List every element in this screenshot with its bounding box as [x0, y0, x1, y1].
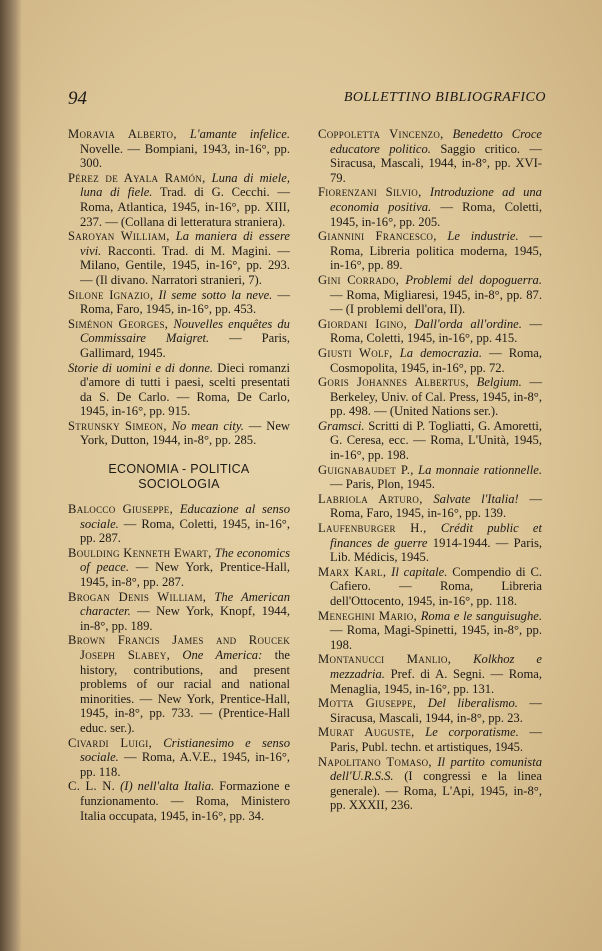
entry-details: — Roma, Coletti, 1945, in-16°, pp. 205.	[330, 199, 543, 229]
entry-title: Educazione al senso sociale.	[80, 502, 290, 531]
bibliography-entry	[318, 565, 542, 609]
entry-title: Luna di miele, luna di fiele.	[80, 170, 290, 200]
entry-title: Del liberalismo.	[427, 696, 518, 711]
bibliography-entry	[318, 375, 542, 419]
entry-author: Brogan Denis William,	[68, 589, 207, 604]
bibliography-entry	[68, 127, 290, 171]
entry-author: Goris Johannes Albertus,	[318, 375, 469, 390]
entry-author: Moravia Alberto,	[68, 127, 177, 141]
entry-details: — Roma, Magi-Spinetti, 1945, in-8°, pp. 198.	[330, 623, 542, 652]
entry-title: Dall'orda all'ordine.	[414, 316, 522, 331]
entry-details: (I congressi e la linea generale). — Roma, L'Api, 1945, in-8°, pp. XXXII, 236.	[330, 769, 542, 813]
entry-details: Dieci romanzi d'amore di tutti i paesi, scelti presentati da S. De Carlo. — Roma, De Carlo, 1945, in-16°, pp. 915.	[80, 360, 290, 419]
entry-author: Giordani Igino,	[318, 316, 407, 331]
entry-details: — Roma, Coletti, 1945, in-16°, pp. 287.	[80, 516, 290, 546]
entry-author: Balocco Giuseppe,	[68, 502, 174, 517]
bibliography-entry	[318, 521, 542, 565]
entry-author: Labriola Arturo,	[318, 491, 423, 506]
entry-author: Saroyan William,	[68, 229, 170, 244]
entry-details: — Roma, Libreria politica moderna, 1945, in-16°, pp. 89.	[330, 229, 542, 273]
left-entries-top	[68, 127, 290, 448]
entry-author: Marx Karl,	[318, 564, 387, 579]
left-column	[68, 127, 290, 823]
entry-author: Napolitano Tomaso,	[318, 754, 432, 769]
entry-title: Cristianesimo e senso sociale.	[80, 735, 290, 765]
entry-author: Pérez de Ayala Ramón,	[68, 170, 206, 185]
running-title: BOLLETTINO BIBLIOGRAFICO	[343, 90, 546, 105]
bibliography-entry	[68, 171, 290, 229]
entry-author: Coppoletta Vincenzo,	[318, 127, 444, 141]
bibliography-entry	[68, 779, 290, 823]
entry-title: Introduzione ad una economia positiva.	[330, 185, 542, 214]
entry-title: Le corporatisme.	[425, 725, 519, 740]
bibliography-entry	[318, 755, 542, 813]
entry-author: Boulding Kenneth Ewart,	[68, 545, 212, 560]
entry-details: Saggio critico. — Siracusa, Mascali, 1944, in-8°, pp. XVI-79.	[330, 141, 542, 185]
entry-title: Kolkhoz e mezzadria.	[330, 652, 542, 681]
entry-details: — Paris, Publ. techn. et artistiques, 1945.	[330, 725, 542, 754]
right-column	[318, 127, 542, 813]
bibliography-entry	[318, 273, 542, 317]
entry-title: No mean city.	[171, 418, 244, 433]
page-number: 94	[68, 88, 87, 109]
entry-title: Gramsci.	[318, 418, 365, 433]
entry-title: Il capitale.	[391, 564, 448, 579]
bibliography-entry	[318, 696, 542, 725]
section-heading-line1: ECONOMIA - POLITICA	[108, 462, 250, 477]
bibliography-entry	[68, 229, 290, 287]
entry-details: — Roma, Faro, 1945, in-16°, pp. 453.	[80, 287, 291, 317]
entry-details: Trad. di G. Cecchi. — Roma, Atlantica, 1945, in-16°, pp. XIII, 237. — (Collana di letteratura straniera).	[80, 185, 290, 229]
entry-author: Motta Giuseppe,	[318, 696, 417, 711]
bibliography-entry	[68, 736, 290, 780]
section-heading	[68, 462, 290, 492]
entry-title: La democrazia.	[399, 345, 482, 360]
entry-details: Compendio di C. Cafiero. — Roma, Libreria dell'Ottocento, 1945, in-16°, pp. 118.	[330, 564, 542, 608]
bibliography-entry	[318, 652, 542, 696]
entry-author: Montanucci Manlio,	[318, 652, 452, 667]
entry-author: Siménon Georges,	[68, 316, 169, 331]
bibliography-entry	[68, 288, 290, 317]
bibliography-entry	[318, 463, 542, 492]
bibliography-entry	[68, 419, 290, 448]
entry-title: Belgium.	[476, 375, 522, 390]
entry-details: Racconti. Trad. di M. Magini. — Milano, Gentile, 1945, in-16°, pp. 293. — (Il divano. Narratori stranieri, 7).	[80, 243, 290, 287]
bibliography-entry	[318, 419, 542, 463]
left-entries-bottom	[68, 502, 290, 823]
entry-author: Silone Ignazio,	[68, 287, 154, 302]
entry-details: — New York, Prentice-Hall, 1945, in-8°, pp. 287.	[80, 560, 290, 590]
entry-details: the history, contributions, and present problems of our racial and national minorities. — New York, Prentice-Hall, 1945, in-8°, pp. 733. — (Prentice-Hall educ. ser.).	[80, 648, 290, 735]
entry-title: Il seme sotto la neve.	[158, 287, 273, 302]
entry-title: The American character.	[80, 589, 291, 619]
entry-title: Problemi del dopoguerra.	[405, 272, 542, 287]
page-header	[68, 88, 546, 110]
entry-details: — Roma, Cosmopolita, 1945, in-16°, pp. 72.	[330, 345, 542, 375]
entry-author: Guignabaudet P.,	[318, 462, 414, 477]
entry-details: — Roma, Migliaresi, 1945, in-8°, pp. 87. — (I problemi dell'ora, II).	[330, 287, 542, 317]
bibliography-entry	[318, 317, 542, 346]
entry-author: Gini Corrado,	[318, 272, 400, 287]
entry-author: Meneghini Mario,	[318, 608, 418, 623]
entry-title: Salvate l'Italia!	[433, 491, 519, 506]
entry-title: Le industrie.	[447, 229, 519, 244]
bibliography-entry	[68, 546, 290, 590]
entry-author: Fiorenzani Silvio,	[318, 185, 422, 200]
entry-title: (I) nell'alta Italia.	[120, 779, 215, 794]
entry-title: The economics of peace.	[80, 545, 290, 575]
bibliography-entry	[318, 229, 542, 273]
entry-title: Roma e le sanguisughe.	[420, 608, 542, 623]
entry-details: Scritti di P. Togliatti, G. Amoretti, G. Ceresa, ecc. — Roma, L'Unità, 1945, in-16°, pp. 198.	[330, 418, 542, 463]
bibliography-entry	[318, 492, 542, 521]
entry-title: Crédit public et finances de guerre	[330, 521, 542, 550]
entry-details: — Roma, A.V.E., 1945, in-16°, pp. 118.	[80, 750, 290, 779]
entry-author: Civardi Luigi,	[68, 735, 153, 750]
entry-details: — Roma, Faro, 1945, in-16°, pp. 139.	[330, 491, 543, 521]
entry-details: — Siracusa, Mascali, 1944, in-8°, pp. 23.	[330, 696, 543, 725]
entry-title: Nouvelles enquêtes du Commissaire Maigret.	[80, 316, 290, 346]
entry-title: Benedetto Croce educatore politico.	[330, 127, 543, 156]
bibliography-entry	[318, 609, 542, 653]
bibliography-entry	[68, 633, 290, 735]
bibliography-entry	[68, 361, 290, 419]
bibliography-entry	[68, 502, 290, 546]
entry-title: One America:	[182, 648, 263, 662]
entry-title: La maniera di essere vivi.	[80, 229, 290, 258]
entry-details: — Paris, Plon, 1945.	[330, 477, 435, 492]
entry-details: — Roma, Coletti, 1945, in-16°, pp. 415.	[330, 316, 542, 346]
entry-author: C. L. N.	[68, 779, 116, 794]
entry-author: Giusti Wolf,	[318, 345, 393, 360]
entry-title: L'amante infelice.	[189, 127, 290, 141]
entry-author: Giannini Francesco,	[318, 229, 437, 244]
bibliography-entry	[68, 590, 290, 634]
entry-details: — New York, Dutton, 1944, in-8°, pp. 285.	[80, 418, 291, 448]
bibliography-entry	[318, 127, 542, 185]
bibliography-entry	[68, 317, 290, 361]
entry-title: La monnaie rationnelle.	[418, 462, 542, 477]
bibliography-entry	[318, 185, 542, 229]
bibliography-entry	[318, 346, 542, 375]
entry-details: Formazione e funzionamento. — Roma, Ministero Italia occupata, 1945, in-16°, pp. 34.	[80, 779, 290, 823]
entry-details: — New York, Knopf, 1944, in-8°, pp. 189.	[80, 604, 290, 633]
entry-title: Storie di uomini e di donne.	[68, 360, 214, 375]
entry-details: Pref. di A. Segni. — Roma, Menaglia, 1945, in-16°, pp. 131.	[330, 666, 542, 696]
right-entries	[318, 127, 542, 813]
bibliography-entry	[318, 725, 542, 754]
entry-details: — Berkeley, Univ. of Cal. Press, 1945, in-8°, pp. 498. — (United Nations ser.).	[330, 375, 542, 419]
entry-details: 1914-1944. — Paris, Lib. Médicis, 1945.	[330, 535, 543, 565]
page-edge-shadow	[0, 0, 22, 951]
section-heading-line2: SOCIOLOGIA	[138, 477, 220, 492]
entry-author: Brown Francis James and Roucek Joseph Slabey,	[68, 633, 290, 662]
entry-author: Strunsky Simeon,	[68, 418, 167, 433]
entry-author: Murat Auguste,	[318, 725, 415, 740]
entry-details: Novelle. — Bompiani, 1943, in-16°, pp. 300.	[80, 141, 290, 171]
entry-details: — Paris, Gallimard, 1945.	[80, 331, 290, 360]
entry-title: Il partito comunista dell'U.R.S.S.	[330, 754, 542, 784]
entry-author: Laufenburger H.,	[318, 521, 427, 536]
